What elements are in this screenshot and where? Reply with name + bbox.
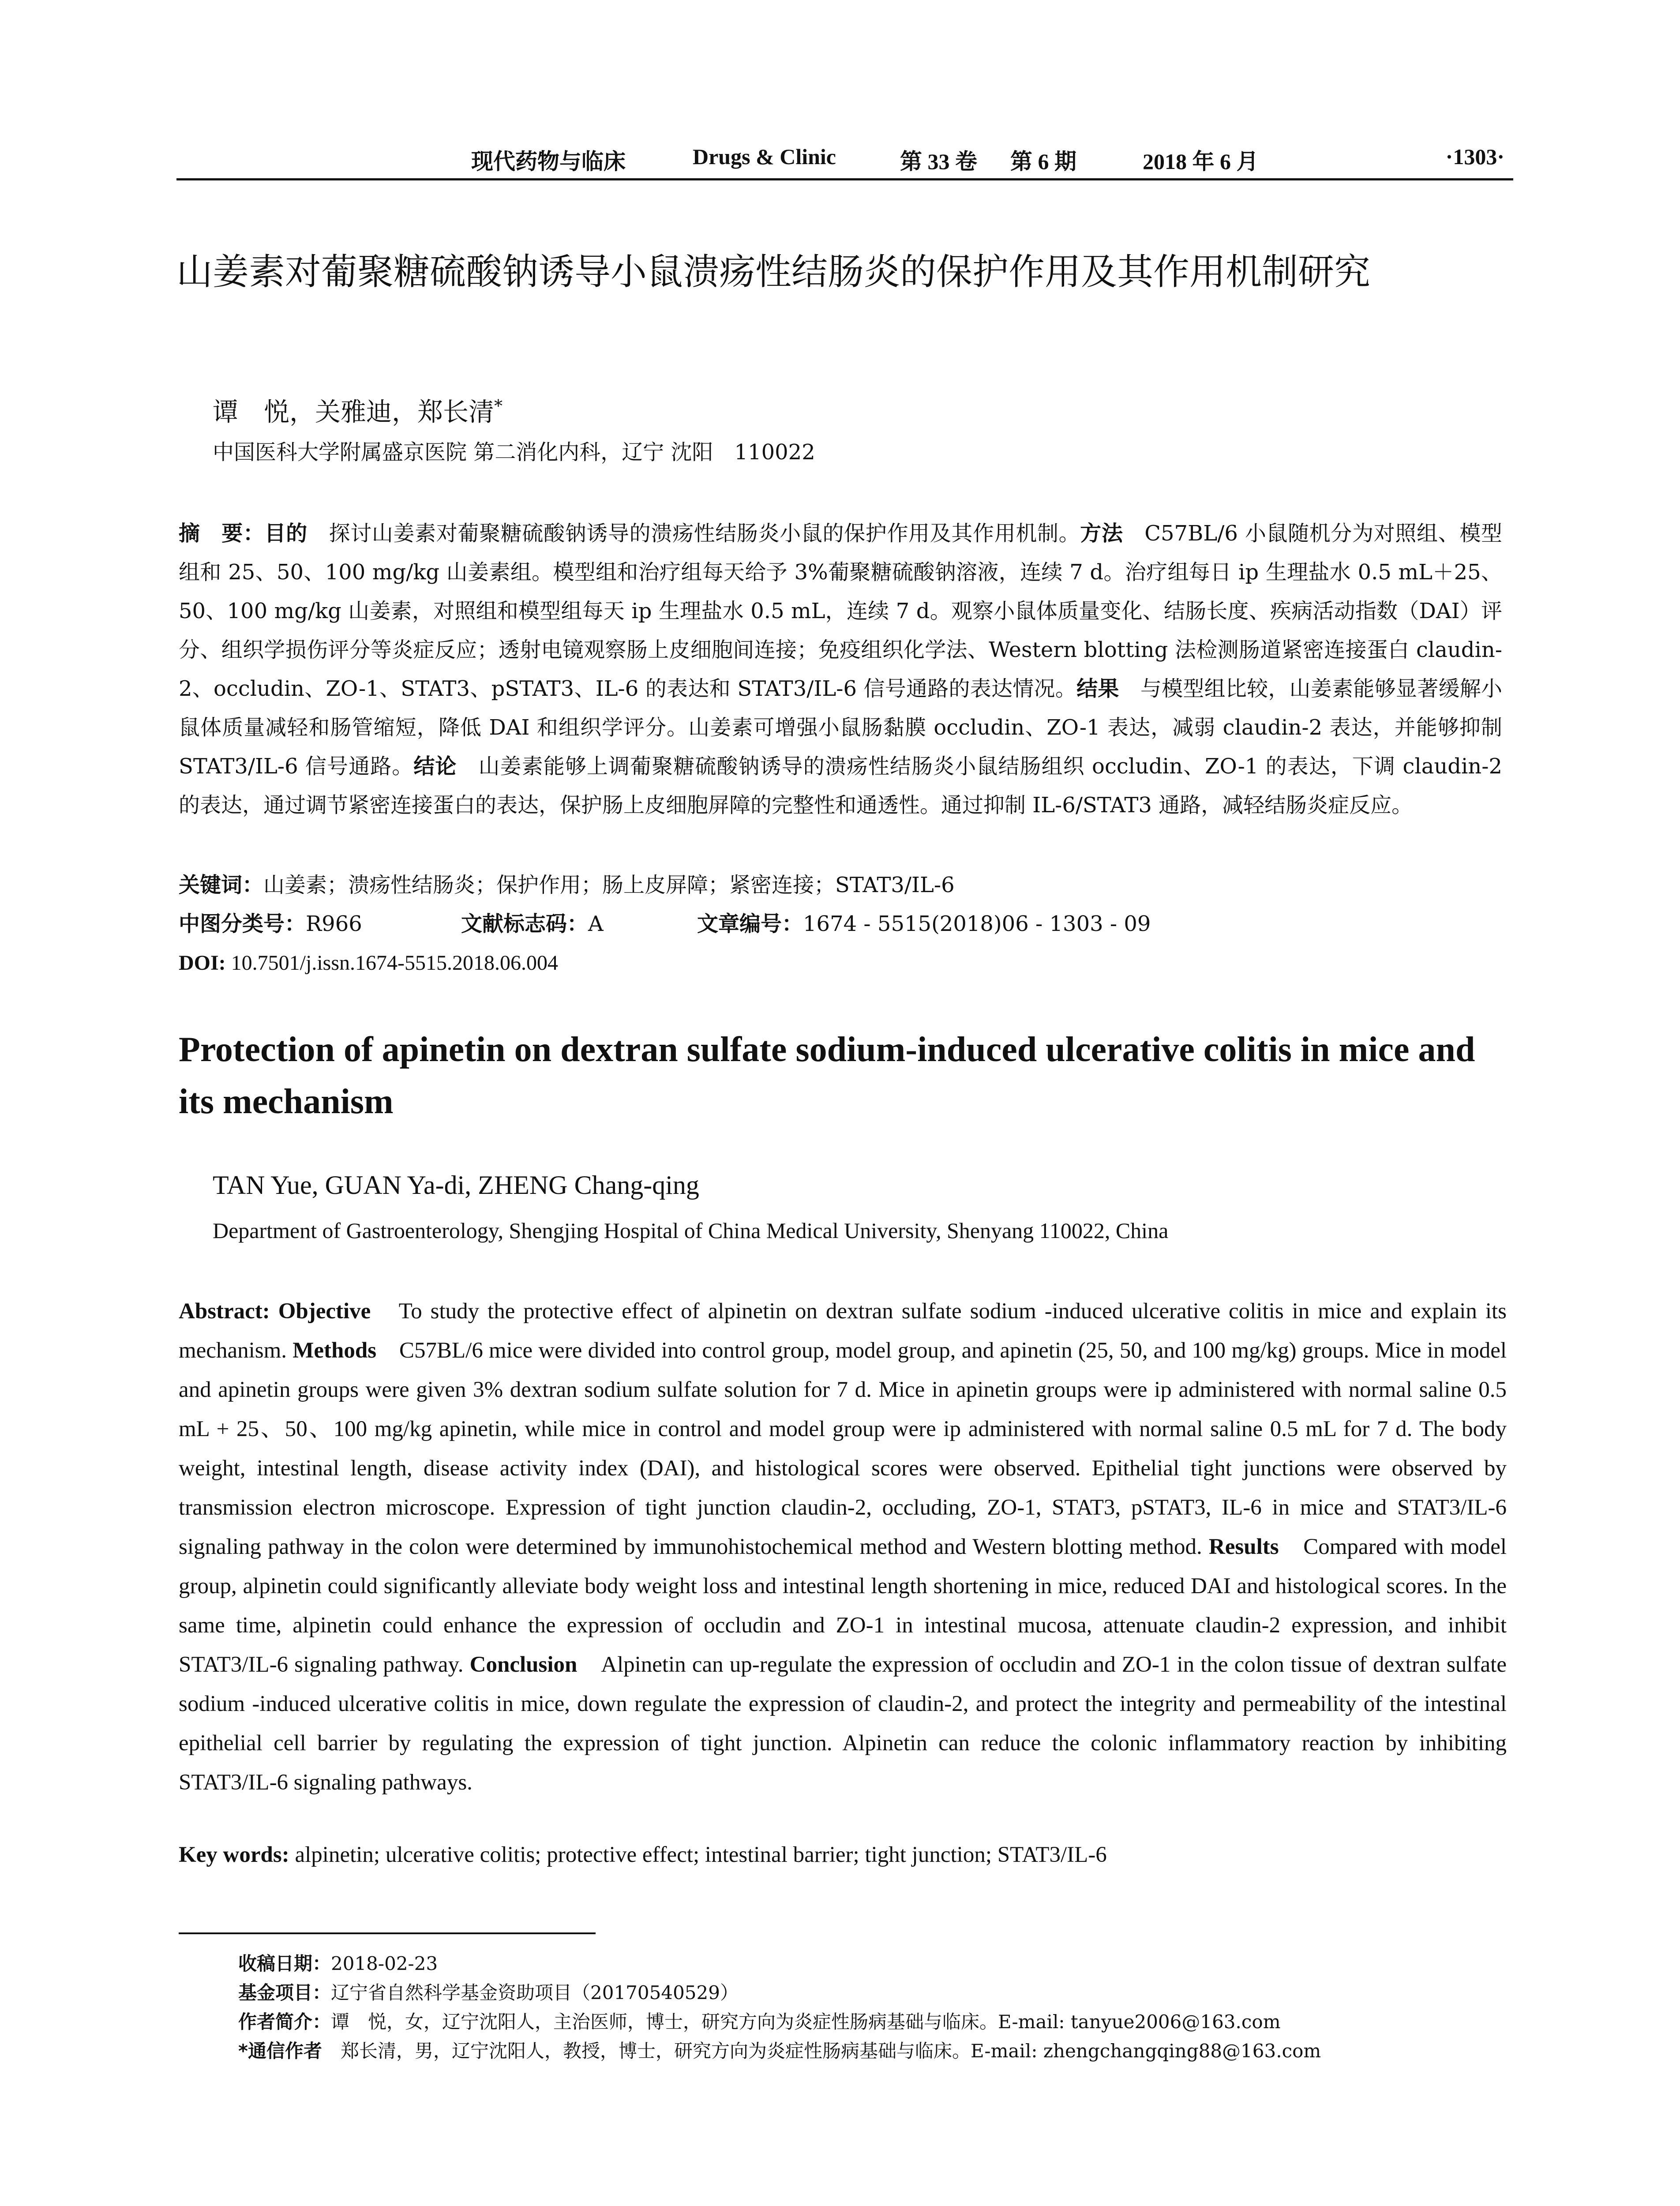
publication-date: 2018 年 6 月	[1143, 149, 1259, 174]
abstract-en-methods-label: Methods	[292, 1338, 377, 1363]
footnote-rule	[179, 1932, 596, 1934]
abstract-en	[179, 1292, 1507, 1802]
abstract-en-results-label: Results	[1208, 1534, 1279, 1559]
corresponding-label: *通信作者	[238, 2040, 322, 2062]
title-en: Protection of apinetin on dextran sulfate sodium-induced ulcerative colitis in mice and its mechanism	[179, 1030, 1475, 1121]
doc-code-block	[461, 904, 604, 943]
abstract-cn-objective-label: 目的	[264, 521, 308, 546]
doi-value: 10.7501/j.issn.1674-5515.2018.06.004	[225, 951, 559, 975]
clc-label: 中图分类号：	[179, 912, 306, 936]
authors-cn-names: 谭 悦，关雅迪，郑长清	[213, 397, 495, 427]
clc-block	[179, 912, 362, 936]
corresponding-text: 郑长清，男，辽宁沈阳人，教授，博士，研究方向为炎症性肠病基础与临床。E-mail: zhengchangqing88@163.com	[322, 2040, 1321, 2062]
corresponding-mark: *	[494, 396, 503, 416]
fund-label: 基金项目：	[238, 1982, 331, 2003]
article-number-value: 1674 - 5515(2018)06 - 1303 - 09	[803, 912, 1151, 936]
affiliation-en: Department of Gastroenterology, Shengjing Hospital of China Medical University, Shenyang 110022, China	[213, 1218, 1169, 1243]
doc-code-value: A	[588, 912, 604, 936]
keywords-en-text: alpinetin; ulcerative colitis; protective effect; intestinal barrier; tight junction; STAT3/IL-6	[289, 1842, 1107, 1867]
title-cn: 山姜素对葡聚糖硫酸钠诱导小鼠溃疡性结肠炎的保护作用及其作用机制研究	[176, 251, 1371, 293]
abstract-cn-conclusion-label: 结论	[413, 754, 457, 779]
abstract-cn-methods: C57BL/6 小鼠随机分为对照组、模型组和 25、50、100 mg/kg 山姜素组。模型组和治疗组每天给予 3%葡聚糖硫酸钠溶液，连续 7 d。治疗组每日 ip 生理盐水 0.5 mL＋25、50、100 mg/kg 山姜素，对照组和模型组每天 ip 生理盐水 0.5 mL，连续 7 d。观察小鼠体质量变化、结肠长度、疾病活动指数（DAI）评分、组织学损伤评分等炎症反应；透射电镜观察肠上皮细胞间连接；免疫组织化学法、Western blotting 法检测肠道紧密连接蛋白 claudin-2、occludin、ZO-1、STAT3、pSTAT3、IL-6 的表达和 STAT3/IL-6 信号通路的表达情况。	[179, 521, 1502, 701]
doi-label: DOI:	[179, 951, 226, 975]
abstract-cn-objective: 探讨山姜素对葡聚糖硫酸钠诱导的溃疡性结肠炎小鼠的保护作用及其作用机制。	[307, 521, 1080, 546]
abstract-cn-conclusion: 山姜素能够上调葡聚糖硫酸钠诱导的溃疡性结肠炎小鼠结肠组织 occludin、ZO-1 的表达，下调 claudin-2 的表达，通过调节紧密连接蛋白的表达，保护肠上皮细胞屏障的完整性和通透性。通过抑制 IL-6/STAT3 通路，减轻结肠炎症反应。	[179, 754, 1502, 818]
article-number-block	[697, 904, 1151, 943]
authors-cn	[213, 388, 502, 429]
abstract-en-results: Compared with model group, alpinetin could significantly alleviate body weight loss and intestinal length shortening in mice, reduced DAI and histological scores. In the same time, alpinetin could enhance the expression of occludin and ZO-1 in intestinal mucosa, attenuate claudin-2 expression, and inhibit STAT3/IL-6 signaling pathway.	[179, 1534, 1507, 1677]
classification-line	[179, 904, 1502, 943]
footnote-corresponding	[238, 2037, 1513, 2066]
footnote-fund	[238, 1978, 1513, 2007]
keywords-cn-text: 山姜素；溃疡性结肠炎；保护作用；肠上皮屏障；紧密连接；STAT3/IL-6	[263, 873, 955, 897]
received-date: 2018-02-23	[331, 1953, 438, 1974]
running-header	[176, 140, 1513, 181]
article-number-label: 文章编号：	[697, 912, 803, 936]
abstract-cn	[179, 514, 1502, 825]
abstract-cn-results: 与模型组比较，山姜素能够显著缓解小鼠体质量减轻和肠管缩短，降低 DAI 和组织学评分。山姜素可增强小鼠肠黏膜 occludin、ZO-1 表达，减弱 claudin-2 表达，并能够抑制 STAT3/IL-6 信号通路。	[179, 676, 1502, 779]
authors-en: TAN Yue, GUAN Ya-di, ZHENG Chang-qing	[213, 1171, 699, 1200]
issue: 第 6 期	[1010, 149, 1076, 174]
abstract-en-conclusion: Alpinetin can up-regulate the expression of occludin and ZO-1 in the colon tissue of dextran sulfate sodium -induced ulcerative colitis in mice, down regulate the expression of claudin-2, and protect the integrity and permeability of the intestinal epithelial cell barrier by regulating the expression of tight junction. Alpinetin can reduce the colonic inflammatory reaction by inhibiting STAT3/IL-6 signaling pathways.	[179, 1652, 1507, 1795]
journal-name-cn: 现代药物与临床	[471, 149, 626, 174]
author-bio-label: 作者简介：	[238, 2011, 331, 2033]
doi-line	[179, 943, 1502, 983]
footnote-author	[238, 2007, 1513, 2037]
abstract-en-conclusion-label: Conclusion	[469, 1652, 578, 1677]
affiliation-cn: 中国医科大学附属盛京医院 第二消化内科，辽宁 沈阳 110022	[213, 440, 815, 465]
received-label: 收稿日期：	[238, 1953, 331, 1974]
abstract-cn-methods-label: 方法	[1080, 521, 1123, 546]
header-rule	[176, 178, 1513, 180]
abstract-cn-label: 摘 要：	[179, 521, 265, 546]
abstract-en-methods: C57BL/6 mice were divided into control group, model group, and apinetin (25, 50, and 100 mg/kg) groups. Mice in model and apinetin groups were given 3% dextran sodium sulfate solution for 7 d. Mice in apinetin groups were ip administered with normal saline 0.5 mL + 25、50、100 mg/kg apinetin, while mice in control and model group were ip administered with normal saline 0.5 mL for 7 d. The body weight, intestinal length, disease activity index (DAI), and histological scores were observed. Epithelial tight junctions were observed by transmission electron microscope. Expression of tight junction claudin-2, occluding, ZO-1, STAT3, pSTAT3, IL-6 in mice and STAT3/IL-6 signaling pathway in the colon were determined by immunohistochemical method and Western blotting method.	[179, 1338, 1507, 1559]
keywords-cn-label: 关键词：	[179, 873, 264, 897]
keywords-cn	[179, 866, 1502, 904]
keywords-en-label: Key words:	[179, 1842, 289, 1867]
fund-text: 辽宁省自然科学基金资助项目（20170540529）	[331, 1982, 739, 2003]
keywords-en	[179, 1835, 1507, 1875]
abstract-cn-results-label: 结果	[1076, 676, 1119, 701]
volume: 第 33 卷	[900, 149, 977, 174]
abstract-en-objective: To study the protective effect of alpinetin on dextran sulfate sodium -induced ulcerative colitis in mice and explain its mechanism.	[179, 1299, 1507, 1363]
journal-name-en: Drugs & Clinic	[693, 144, 836, 169]
footnote-received	[238, 1949, 1513, 1978]
abstract-en-label: Abstract:	[179, 1299, 278, 1324]
author-bio-text: 谭 悦，女，辽宁沈阳人，主治医师，博士，研究方向为炎症性肠病基础与临床。E-mail: tanyue2006@163.com	[331, 2011, 1281, 2033]
abstract-en-objective-label: Objective	[278, 1299, 371, 1324]
doc-code-label: 文献标志码：	[461, 912, 589, 936]
clc-value: R966	[306, 912, 362, 936]
footnotes	[238, 1949, 1513, 2066]
page-number: ·1303·	[1445, 144, 1504, 169]
